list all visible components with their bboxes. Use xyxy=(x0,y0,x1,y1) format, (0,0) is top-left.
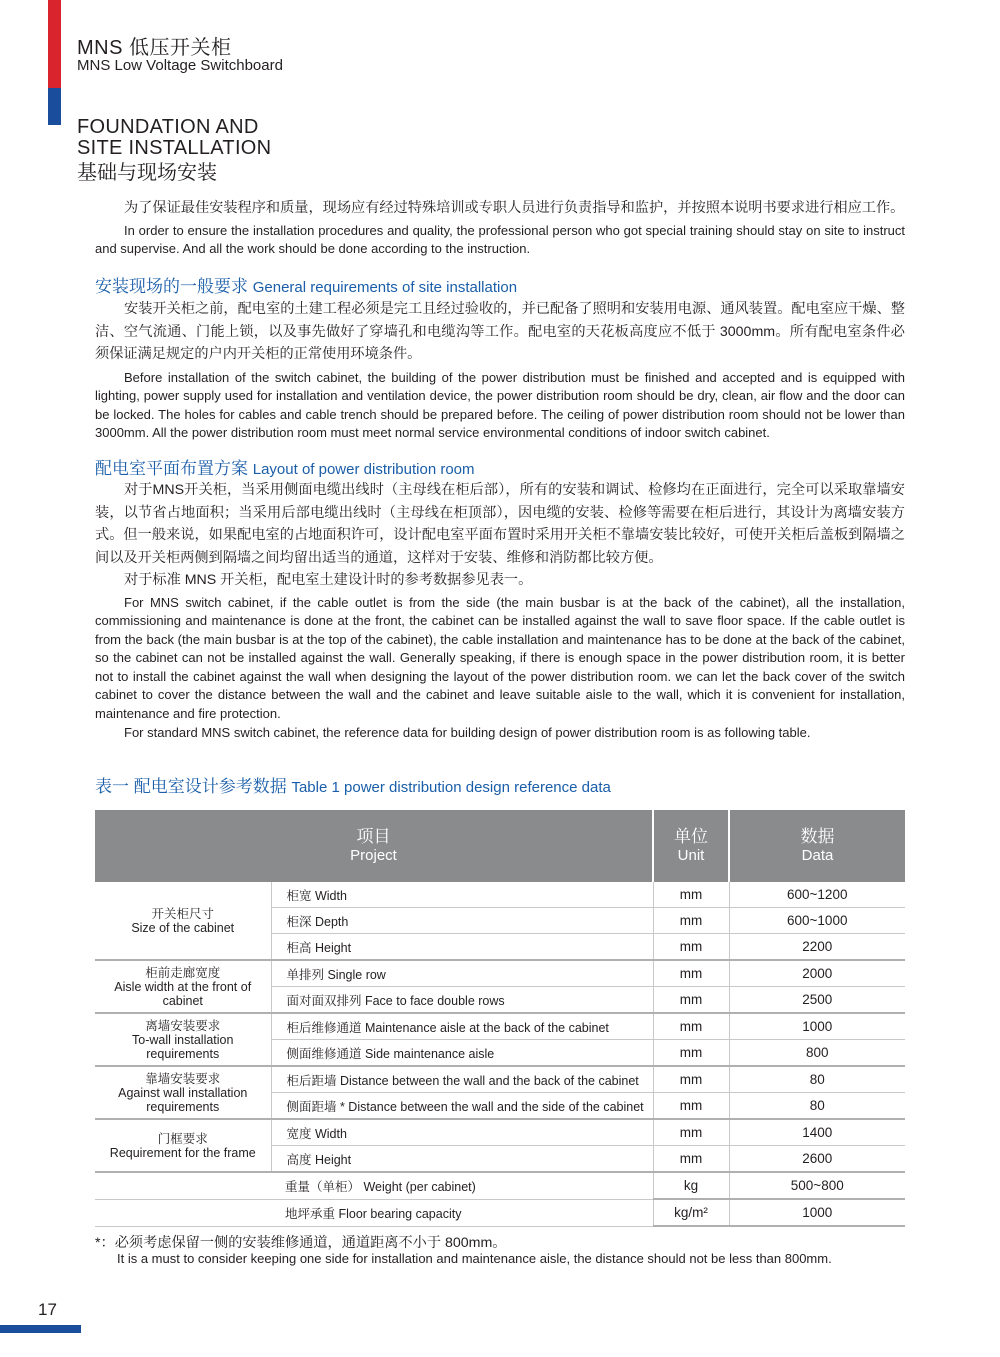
row-item: 柜后维修通道 Maintenance aisle at the back of the cabinet xyxy=(271,1013,653,1040)
table-row xyxy=(95,882,905,908)
row-unit: mm xyxy=(653,1146,729,1173)
group-against-wall: 靠墙安装要求 Against wall installation requirements xyxy=(95,1066,271,1119)
table-row xyxy=(95,960,905,987)
header-project: 项目 Project xyxy=(95,810,653,882)
layout-heading-cn: 配电室平面布置方案 xyxy=(95,459,248,478)
row-unit: mm xyxy=(653,987,729,1014)
group-cabinet-size: 开关柜尺寸 Size of the cabinet xyxy=(95,882,271,960)
row-item: 侧面维修通道 Side maintenance aisle xyxy=(271,1040,653,1067)
general-cn: 安装开关柜之前，配电室的土建工程必须是完工且经过验收的，并已配备了照明和安装用电源、通风装置。配电室应干燥、整洁、空气流通、门能上锁，以及事先做好了穿墙孔和电缆沟等工作。配电室的天花板高度应不低于 3000mm。所有配电室条件必须保证满足规定的户内开关柜的正常使用环境条件。 xyxy=(95,301,905,362)
row-data: 800 xyxy=(729,1040,905,1067)
header-red-bar xyxy=(48,0,61,88)
row-unit: mm xyxy=(653,1093,729,1120)
row-unit: mm xyxy=(653,1013,729,1040)
header-title-cn: MNS 低压开关柜 xyxy=(77,37,232,59)
row-unit: mm xyxy=(653,934,729,961)
general-block xyxy=(95,298,905,443)
layout-heading xyxy=(95,454,475,479)
row-data: 1400 xyxy=(729,1119,905,1146)
general-en: Before installation of the switch cabinet, the building of the power distribution must be finished and accepted and is equipped with lighting, power supply used for installation and ventilation device, the power distribution room should be dry, clean, air flow and the door can be locked. The holes for cables and cable trench should be prepared before. The ceiling of power distribution room should not be lower than 3000mm. All the power distribution room must meet normal service environmental conditions of indoor switch cabinet. xyxy=(95,369,905,441)
row-unit: mm xyxy=(653,882,729,908)
header-unit: 单位 Unit xyxy=(653,810,729,882)
row-unit: mm xyxy=(653,1040,729,1067)
header-data: 数据 Data xyxy=(729,810,905,882)
intro-block xyxy=(95,197,905,259)
row-data: 2500 xyxy=(729,987,905,1014)
table-row xyxy=(95,1199,905,1226)
section-title-line2: SITE INSTALLATION xyxy=(77,137,272,159)
layout-cn-2: 对于标准 MNS 开关柜，配电室土建设计时的参考数据参见表一。 xyxy=(124,572,533,588)
row-item: 宽度 Width xyxy=(271,1119,653,1146)
row-data: 1000 xyxy=(729,1199,905,1226)
row-item: 柜后距墙 Distance between the wall and the back of the cabinet xyxy=(271,1066,653,1093)
row-unit: kg xyxy=(653,1172,729,1199)
row-item: 柜深 Depth xyxy=(271,908,653,934)
layout-block xyxy=(95,479,905,742)
general-heading-cn: 安装现场的一般要求 xyxy=(95,277,248,296)
header-title-en: MNS Low Voltage Switchboard xyxy=(77,57,283,74)
layout-en-1: For MNS switch cabinet, if the cable outlet is from the side (the main busbar is at the back of the cabinet), all the installation, commissioning and maintenance is done at the front, the cabinet can be installed against the wall to save floor space. If the cable outlet is from the back (the main busbar is at the top of the cabinet), the cable installation and maintenance has to be done at the back of the cabinet, so the cabinet can not be installed against the wall. Generally speaking, if there is enough space in the power distribution room, it is better not to install the cabinet against the wall when designing the layout of the power distribution room. we can let the back cover of the switch cabinet to cover the distance between the wall and the cabinet and leave suitable aisle to the wall, which it is convenient for installation, maintenance and fire protection. xyxy=(95,594,905,722)
row-item: 高度 Height xyxy=(271,1146,653,1173)
table-note-en: It is a must to consider keeping one side for installation and maintenance aisle, the distance should not be less than 800mm. xyxy=(117,1251,832,1266)
row-data: 500~800 xyxy=(729,1172,905,1199)
section-title-line1: FOUNDATION AND xyxy=(77,116,259,138)
row-data: 600~1000 xyxy=(729,908,905,934)
row-item: 柜宽 Width xyxy=(271,882,653,908)
general-heading xyxy=(95,272,517,297)
row-data: 80 xyxy=(729,1066,905,1093)
table-caption-en: Table 1 power distribution design reference data xyxy=(291,779,611,796)
header-blue-bar xyxy=(48,88,61,125)
reference-table xyxy=(95,810,905,1227)
layout-en-2: For standard MNS switch cabinet, the reference data for building design of power distribution room is as following table. xyxy=(124,724,811,740)
row-item: 柜高 Height xyxy=(271,934,653,961)
row-item: 单排列 Single row xyxy=(271,960,653,987)
table-row xyxy=(95,1119,905,1146)
row-data: 1000 xyxy=(729,1013,905,1040)
section-title-cn: 基础与现场安装 xyxy=(77,162,217,184)
row-data: 2600 xyxy=(729,1146,905,1173)
table-caption-cn: 表一 配电室设计参考数据 xyxy=(95,777,287,796)
row-unit: mm xyxy=(653,908,729,934)
table-note-cn: *：必须考虑保留一侧的安装维修通道，通道距离不小于 800mm。 xyxy=(95,1235,507,1251)
layout-heading-en: Layout of power distribution room xyxy=(252,461,475,478)
layout-cn-1: 对于MNS开关柜，当采用侧面电缆出线时（主母线在柜后部），所有的安装和调试、检修均在正面进行，完全可以采取靠墙安装，以节省占地面积；当采用后部电缆出线时（主母线在柜顶部），因电缆的安装、检修等需要在柜后进行，其设计为离墙安装方式。但一般来说，如果配电室的占地面积许可，设计配电室平面布置时采用开关柜不靠墙安装比较好，可使开关柜后盖板到隔墙之间以及开关柜两侧到隔墙之间均留出适当的通道，这样对于安装、维修和消防都比较方便。 xyxy=(95,482,905,566)
row-data: 2000 xyxy=(729,960,905,987)
table-caption xyxy=(95,772,611,797)
row-unit: kg/m² xyxy=(653,1199,729,1226)
row-item: 地坪承重 Floor bearing capacity xyxy=(95,1199,653,1226)
footer-blue-bar xyxy=(0,1325,81,1333)
row-unit: mm xyxy=(653,1119,729,1146)
general-heading-en: General requirements of site installation xyxy=(252,279,518,296)
table-row xyxy=(95,1066,905,1093)
row-data: 600~1200 xyxy=(729,882,905,908)
page-number: 17 xyxy=(38,1300,57,1319)
table-row xyxy=(95,1172,905,1199)
row-item: 侧面距墙 * Distance between the wall and the side of the cabinet xyxy=(271,1093,653,1120)
row-unit: mm xyxy=(653,960,729,987)
table-header-row xyxy=(95,810,905,882)
intro-cn: 为了保证最佳安装程序和质量，现场应有经过特殊培训或专职人员进行负责指导和监护，并按照本说明书要求进行相应工作。 xyxy=(124,200,905,216)
row-data: 2200 xyxy=(729,934,905,961)
section-title xyxy=(77,117,271,159)
row-item: 面对面双排列 Face to face double rows xyxy=(271,987,653,1014)
intro-en: In order to ensure the installation procedures and quality, the professional person who got special training should stay on site to instruct and supervise. And all the work should be done according to the instruction. xyxy=(95,222,905,257)
table-row xyxy=(95,1013,905,1040)
group-to-wall: 离墙安装要求 To-wall installation requirements xyxy=(95,1013,271,1066)
row-unit: mm xyxy=(653,1066,729,1093)
group-frame: 门框要求 Requirement for the frame xyxy=(95,1119,271,1172)
group-front-aisle: 柜前走廊宽度 Aisle width at the front of cabinet xyxy=(95,960,271,1013)
row-data: 80 xyxy=(729,1093,905,1120)
row-item: 重量（单柜） Weight (per cabinet) xyxy=(95,1172,653,1199)
